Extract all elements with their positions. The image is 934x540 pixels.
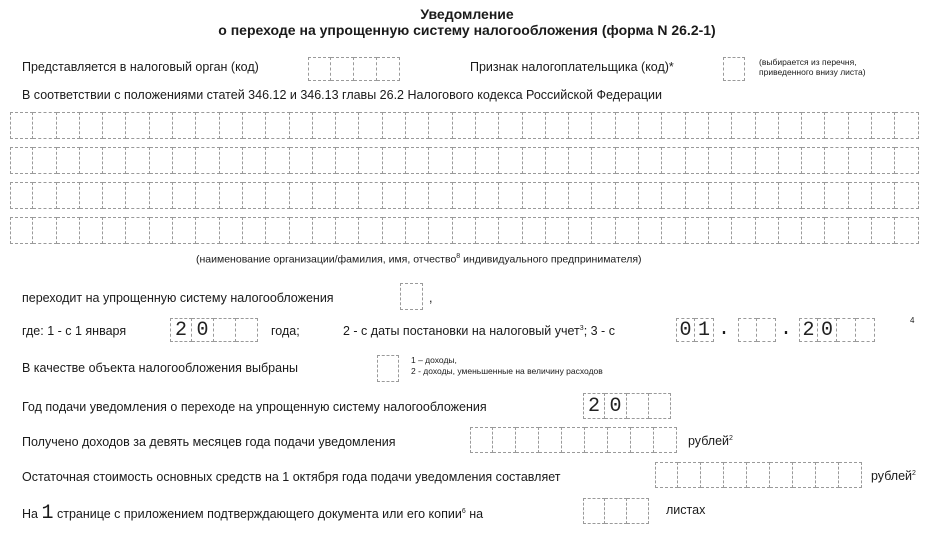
name-cell[interactable] bbox=[103, 147, 126, 174]
name-cell[interactable] bbox=[546, 112, 569, 139]
income-unit-footnote: 2 bbox=[729, 434, 733, 442]
name-cell[interactable] bbox=[802, 217, 825, 244]
residual-value-field[interactable] bbox=[655, 462, 862, 488]
code-cell[interactable] bbox=[377, 57, 400, 81]
tax-authority-label: Представляется в налоговый орган (код) bbox=[22, 60, 259, 74]
pages-footnote: 6 bbox=[461, 507, 466, 515]
income-cell[interactable] bbox=[562, 427, 585, 453]
name-cell[interactable] bbox=[779, 147, 802, 174]
name-cell[interactable] bbox=[313, 112, 336, 139]
year-cell[interactable]: 0 bbox=[192, 318, 214, 342]
name-row-1[interactable] bbox=[10, 112, 919, 139]
date-month-cell[interactable] bbox=[738, 318, 757, 342]
name-cell[interactable] bbox=[10, 217, 33, 244]
residual-cell[interactable] bbox=[747, 462, 770, 488]
name-cell[interactable] bbox=[849, 112, 872, 139]
name-cell[interactable] bbox=[686, 147, 709, 174]
residual-cell[interactable] bbox=[724, 462, 747, 488]
name-cell[interactable] bbox=[802, 112, 825, 139]
name-cell[interactable] bbox=[662, 112, 685, 139]
name-cell[interactable] bbox=[173, 147, 196, 174]
name-cell[interactable] bbox=[196, 112, 219, 139]
taxpayer-sign-note-2: приведенного внизу листа) bbox=[759, 67, 866, 77]
name-cell[interactable] bbox=[709, 112, 732, 139]
name-cell[interactable] bbox=[359, 217, 382, 244]
name-cell[interactable] bbox=[313, 182, 336, 209]
date-year-cell[interactable]: 2 bbox=[799, 318, 818, 342]
name-cell[interactable] bbox=[569, 147, 592, 174]
notice-year-cell[interactable]: 2 bbox=[583, 393, 605, 419]
name-cell[interactable] bbox=[732, 147, 755, 174]
name-cell[interactable] bbox=[895, 147, 918, 174]
name-cell[interactable] bbox=[126, 182, 149, 209]
name-cell[interactable] bbox=[709, 182, 732, 209]
taxpayer-sign-note-1: (выбирается из перечня, bbox=[759, 57, 857, 67]
tax-authority-code-field[interactable] bbox=[308, 57, 400, 81]
name-cell[interactable] bbox=[243, 182, 266, 209]
name-cell[interactable] bbox=[849, 217, 872, 244]
residual-unit-text: рублей bbox=[871, 469, 913, 483]
year-cell[interactable]: 2 bbox=[170, 318, 192, 342]
name-cell[interactable] bbox=[849, 182, 872, 209]
residual-cell[interactable] bbox=[678, 462, 701, 488]
name-cell[interactable] bbox=[662, 182, 685, 209]
residual-cell[interactable] bbox=[655, 462, 678, 488]
name-cell[interactable] bbox=[825, 182, 848, 209]
name-cell[interactable] bbox=[406, 112, 429, 139]
year-word: года; bbox=[271, 324, 300, 338]
name-cell[interactable] bbox=[779, 182, 802, 209]
income-cell[interactable] bbox=[539, 427, 562, 453]
date-day-cell[interactable]: 0 bbox=[676, 318, 695, 342]
name-cell[interactable] bbox=[709, 147, 732, 174]
taxpayer-sign-label: Признак налогоплательщика (код)* bbox=[470, 60, 674, 74]
name-cell[interactable] bbox=[453, 112, 476, 139]
residual-cell[interactable] bbox=[839, 462, 862, 488]
name-cell[interactable] bbox=[266, 182, 289, 209]
name-cell[interactable] bbox=[686, 112, 709, 139]
income-cell[interactable] bbox=[470, 427, 493, 453]
option-1-label: где: 1 - с 1 января bbox=[22, 324, 127, 338]
income-cell[interactable] bbox=[585, 427, 608, 453]
name-cell[interactable] bbox=[499, 217, 522, 244]
name-cell[interactable] bbox=[569, 112, 592, 139]
name-cell[interactable] bbox=[196, 147, 219, 174]
income-amount-field[interactable] bbox=[470, 427, 677, 453]
tax-object-choice-1: 1 – доходы, bbox=[411, 355, 457, 365]
name-cell[interactable] bbox=[453, 147, 476, 174]
name-cell[interactable] bbox=[546, 182, 569, 209]
name-cell[interactable] bbox=[243, 217, 266, 244]
name-cell[interactable] bbox=[429, 217, 452, 244]
name-cell[interactable] bbox=[756, 182, 779, 209]
name-cell[interactable] bbox=[290, 147, 313, 174]
name-cell[interactable] bbox=[290, 112, 313, 139]
name-cell[interactable] bbox=[592, 217, 615, 244]
date-month-field[interactable] bbox=[738, 318, 776, 342]
name-cell[interactable] bbox=[150, 217, 173, 244]
name-cell[interactable] bbox=[662, 147, 685, 174]
name-cell[interactable] bbox=[616, 147, 639, 174]
transition-comma: , bbox=[429, 291, 433, 305]
residual-cell[interactable] bbox=[701, 462, 724, 488]
name-cell[interactable] bbox=[126, 112, 149, 139]
transition-label: переходит на упрощенную систему налогообложения bbox=[22, 291, 334, 305]
year-cell[interactable] bbox=[214, 318, 236, 342]
name-cell[interactable] bbox=[802, 182, 825, 209]
option-2-footnote: 3 bbox=[579, 324, 584, 332]
taxpayer-sign-cell[interactable] bbox=[723, 57, 745, 81]
option-3-text: ; 3 - с bbox=[583, 324, 615, 338]
name-cell[interactable] bbox=[266, 112, 289, 139]
transition-option-field[interactable] bbox=[400, 283, 423, 310]
name-cell[interactable] bbox=[80, 217, 103, 244]
name-cell[interactable] bbox=[33, 147, 56, 174]
name-cell[interactable] bbox=[895, 217, 918, 244]
name-cell[interactable] bbox=[639, 147, 662, 174]
code-cell[interactable] bbox=[354, 57, 377, 81]
code-cell[interactable] bbox=[331, 57, 354, 81]
name-cell[interactable] bbox=[779, 217, 802, 244]
income-cell[interactable] bbox=[654, 427, 677, 453]
name-cell[interactable] bbox=[150, 112, 173, 139]
date-separator: . bbox=[780, 318, 793, 341]
transition-option-cell[interactable] bbox=[400, 283, 423, 310]
name-cell[interactable] bbox=[220, 182, 243, 209]
name-cell[interactable] bbox=[383, 217, 406, 244]
name-cell[interactable] bbox=[10, 112, 33, 139]
name-cell[interactable] bbox=[57, 217, 80, 244]
name-cell[interactable] bbox=[173, 217, 196, 244]
name-cell[interactable] bbox=[10, 147, 33, 174]
name-cell[interactable] bbox=[639, 217, 662, 244]
name-cell[interactable] bbox=[523, 182, 546, 209]
income-cell[interactable] bbox=[493, 427, 516, 453]
name-cell[interactable] bbox=[103, 182, 126, 209]
name-cell[interactable] bbox=[872, 217, 895, 244]
name-cell[interactable] bbox=[732, 217, 755, 244]
name-cell[interactable] bbox=[406, 182, 429, 209]
name-cell[interactable] bbox=[779, 112, 802, 139]
name-cell[interactable] bbox=[732, 112, 755, 139]
name-cell[interactable] bbox=[57, 112, 80, 139]
sheets-cell[interactable] bbox=[627, 498, 649, 524]
name-cell[interactable] bbox=[173, 112, 196, 139]
name-cell[interactable] bbox=[313, 217, 336, 244]
date-year-cell[interactable] bbox=[837, 318, 856, 342]
pages-prefix: На bbox=[22, 507, 38, 521]
name-cell[interactable] bbox=[220, 112, 243, 139]
legal-basis-text: В соответствии с положениями статей 346.12 и 346.13 главы 26.2 Налогового кодекса Российской Федерации bbox=[22, 88, 662, 102]
name-cell[interactable] bbox=[383, 147, 406, 174]
name-cell[interactable] bbox=[756, 217, 779, 244]
name-row-3[interactable] bbox=[10, 182, 919, 209]
name-cell[interactable] bbox=[150, 147, 173, 174]
name-cell[interactable] bbox=[756, 147, 779, 174]
tax-object-field[interactable] bbox=[377, 355, 399, 382]
name-cell[interactable] bbox=[872, 147, 895, 174]
name-cell[interactable] bbox=[686, 217, 709, 244]
name-cell[interactable] bbox=[33, 217, 56, 244]
residual-value-label: Остаточная стоимость основных средств на 1 октября года подачи уведомления составляет bbox=[22, 470, 561, 484]
tax-object-label: В качестве объекта налогообложения выбраны bbox=[22, 361, 298, 375]
name-cell[interactable] bbox=[476, 147, 499, 174]
tax-object-cell[interactable] bbox=[377, 355, 399, 382]
name-cell[interactable] bbox=[686, 182, 709, 209]
name-cell[interactable] bbox=[569, 182, 592, 209]
name-cell[interactable] bbox=[266, 217, 289, 244]
name-cell[interactable] bbox=[359, 182, 382, 209]
name-cell[interactable] bbox=[57, 147, 80, 174]
income-cell[interactable] bbox=[516, 427, 539, 453]
name-cell[interactable] bbox=[616, 182, 639, 209]
pages-suffix: на bbox=[469, 507, 484, 521]
name-cell[interactable] bbox=[825, 217, 848, 244]
residual-cell[interactable] bbox=[816, 462, 839, 488]
name-cell[interactable] bbox=[895, 182, 918, 209]
name-cell[interactable] bbox=[476, 217, 499, 244]
sheets-cell[interactable] bbox=[605, 498, 627, 524]
name-cell[interactable] bbox=[150, 182, 173, 209]
form-title-line2: о переходе на упрощенную систему налогообложения (форма N 26.2-1) bbox=[218, 22, 716, 38]
residual-unit-footnote: 2 bbox=[912, 469, 916, 477]
name-cell[interactable] bbox=[499, 182, 522, 209]
name-cell[interactable] bbox=[383, 112, 406, 139]
sheets-count-field[interactable] bbox=[583, 498, 649, 524]
name-cell[interactable] bbox=[173, 182, 196, 209]
name-cell[interactable] bbox=[80, 182, 103, 209]
name-cell[interactable] bbox=[756, 112, 779, 139]
notice-year-cell[interactable] bbox=[627, 393, 649, 419]
name-cell[interactable] bbox=[290, 182, 313, 209]
name-cell[interactable] bbox=[662, 217, 685, 244]
taxpayer-sign-field[interactable] bbox=[723, 57, 745, 81]
name-cell[interactable] bbox=[616, 112, 639, 139]
name-caption-text: (наименование организации/фамилия, имя, отчество bbox=[196, 253, 457, 266]
name-row-2[interactable] bbox=[10, 147, 919, 174]
name-cell[interactable] bbox=[220, 147, 243, 174]
name-cell[interactable] bbox=[732, 182, 755, 209]
notice-year-cell[interactable]: 0 bbox=[605, 393, 627, 419]
name-cell[interactable] bbox=[872, 112, 895, 139]
name-cell[interactable] bbox=[33, 112, 56, 139]
name-cell[interactable] bbox=[383, 182, 406, 209]
name-cell[interactable] bbox=[406, 217, 429, 244]
date-footnote: 4 bbox=[910, 316, 915, 325]
name-cell[interactable] bbox=[336, 147, 359, 174]
income-unit-text: рублей bbox=[688, 434, 730, 448]
name-cell[interactable] bbox=[336, 182, 359, 209]
name-cell[interactable] bbox=[10, 182, 33, 209]
name-cell[interactable] bbox=[80, 147, 103, 174]
name-cell[interactable] bbox=[592, 112, 615, 139]
name-cell[interactable] bbox=[103, 112, 126, 139]
name-cell[interactable] bbox=[825, 112, 848, 139]
name-cell[interactable] bbox=[220, 217, 243, 244]
name-cell[interactable] bbox=[243, 147, 266, 174]
name-cell[interactable] bbox=[196, 182, 219, 209]
name-cell[interactable] bbox=[895, 112, 918, 139]
income-cell[interactable] bbox=[631, 427, 654, 453]
name-cell[interactable] bbox=[709, 217, 732, 244]
residual-unit bbox=[871, 469, 916, 483]
year-cell[interactable] bbox=[236, 318, 258, 342]
name-cell[interactable] bbox=[453, 217, 476, 244]
name-cell[interactable] bbox=[499, 112, 522, 139]
name-cell[interactable] bbox=[592, 147, 615, 174]
name-cell[interactable] bbox=[359, 112, 382, 139]
name-cell[interactable] bbox=[523, 112, 546, 139]
option-1-year-field[interactable] bbox=[170, 318, 258, 342]
name-cell[interactable] bbox=[336, 217, 359, 244]
name-cell[interactable] bbox=[196, 217, 219, 244]
name-cell[interactable] bbox=[80, 112, 103, 139]
date-day-field[interactable] bbox=[676, 318, 714, 342]
name-cell[interactable] bbox=[825, 147, 848, 174]
name-cell[interactable] bbox=[499, 147, 522, 174]
pages-statement bbox=[22, 502, 483, 525]
name-cell[interactable] bbox=[359, 147, 382, 174]
name-caption-text-end: индивидуального предпринимателя) bbox=[460, 253, 642, 266]
name-cell[interactable] bbox=[57, 182, 80, 209]
sheets-label: листах bbox=[666, 503, 706, 517]
notice-year-field[interactable] bbox=[583, 393, 671, 419]
name-cell[interactable] bbox=[872, 182, 895, 209]
name-cell[interactable] bbox=[126, 217, 149, 244]
name-cell[interactable] bbox=[126, 147, 149, 174]
name-cell[interactable] bbox=[336, 112, 359, 139]
name-cell[interactable] bbox=[849, 147, 872, 174]
notice-year-cell[interactable] bbox=[649, 393, 671, 419]
name-caption bbox=[196, 253, 642, 266]
date-year-field[interactable] bbox=[799, 318, 875, 342]
date-separator: . bbox=[718, 318, 731, 341]
option-2-3-text bbox=[343, 324, 615, 338]
name-cell[interactable] bbox=[290, 217, 313, 244]
income-unit bbox=[688, 434, 733, 448]
residual-cell[interactable] bbox=[793, 462, 816, 488]
sheets-cell[interactable] bbox=[583, 498, 605, 524]
name-cell[interactable] bbox=[243, 112, 266, 139]
name-cell[interactable] bbox=[476, 182, 499, 209]
income-label: Получено доходов за девять месяцев года подачи уведомления bbox=[22, 435, 396, 449]
name-cell[interactable] bbox=[592, 182, 615, 209]
name-row-4[interactable] bbox=[10, 217, 919, 244]
notice-year-label: Год подачи уведомления о переходе на упрощенную систему налогообложения bbox=[22, 400, 487, 414]
name-cell[interactable] bbox=[802, 147, 825, 174]
tax-object-choice-2: 2 - доходы, уменьшенные на величину расходов bbox=[411, 366, 603, 376]
date-year-cell[interactable] bbox=[856, 318, 875, 342]
name-caption-footnote: 8 bbox=[456, 253, 461, 260]
date-day-cell[interactable]: 1 bbox=[695, 318, 714, 342]
option-2-text: 2 - с даты постановки на налоговый учет bbox=[343, 324, 580, 338]
name-cell[interactable] bbox=[453, 182, 476, 209]
date-month-cell[interactable] bbox=[757, 318, 776, 342]
pages-count: 1 bbox=[41, 502, 54, 525]
income-cell[interactable] bbox=[608, 427, 631, 453]
name-cell[interactable] bbox=[639, 182, 662, 209]
code-cell[interactable] bbox=[308, 57, 331, 81]
name-cell[interactable] bbox=[639, 112, 662, 139]
name-cell[interactable] bbox=[313, 147, 336, 174]
name-cell[interactable] bbox=[523, 147, 546, 174]
name-cell[interactable] bbox=[266, 147, 289, 174]
name-cell[interactable] bbox=[476, 112, 499, 139]
name-cell[interactable] bbox=[33, 182, 56, 209]
name-cell[interactable] bbox=[546, 217, 569, 244]
name-cell[interactable] bbox=[616, 217, 639, 244]
name-cell[interactable] bbox=[103, 217, 126, 244]
form-title-line1: Уведомление bbox=[420, 6, 514, 22]
name-cell[interactable] bbox=[406, 147, 429, 174]
name-cell[interactable] bbox=[569, 217, 592, 244]
residual-cell[interactable] bbox=[770, 462, 793, 488]
name-cell[interactable] bbox=[429, 147, 452, 174]
name-cell[interactable] bbox=[429, 182, 452, 209]
name-cell[interactable] bbox=[429, 112, 452, 139]
name-cell[interactable] bbox=[523, 217, 546, 244]
pages-text: странице с приложением подтверждающего документа или его копии bbox=[56, 507, 462, 521]
date-year-cell[interactable]: 0 bbox=[818, 318, 837, 342]
name-cell[interactable] bbox=[546, 147, 569, 174]
